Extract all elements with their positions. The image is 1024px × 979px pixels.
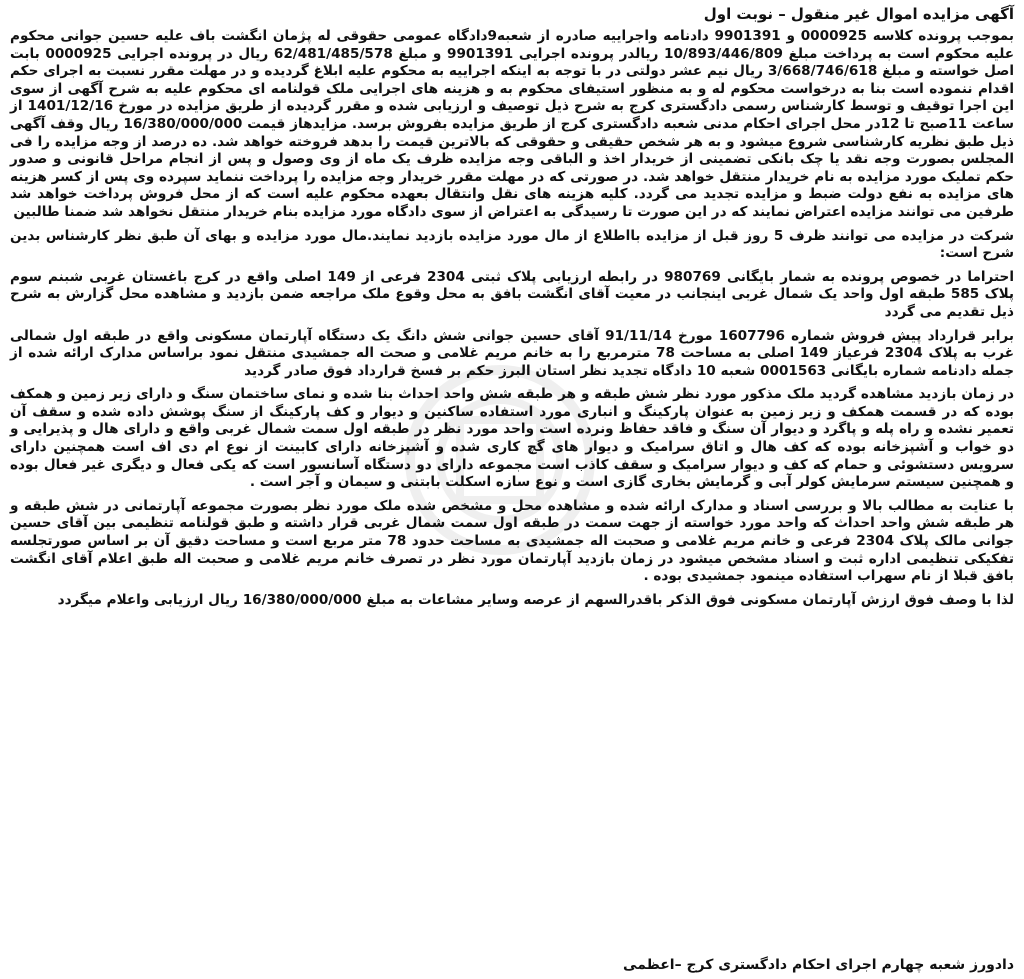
paragraph-expert-findings: با عنایت به مطالب بالا و بررسی اسناد و مدارک ارائه شده و مشاهده محل و مشخص شده ملک مورد نظر بصورت مجموعه آپارتمانی در شش طبقه و هر طبقه شش واحد احداث که واحد مورد خواسته از جهت سمت در طبقه اول سمت شمال غربی قرار داشته و طبق قولنامه تنظیمی بین آقای حسین جوانی مالک پلاک 2304 فرعی و خانم مریم غلامی و صحبت اله جمشیدی به مساحت حدود 78 متر مربع است و مساحت دقیق آن بر اساس صورتجلسه تفکیکی تنظیمی اداره ثبت و اسناد مشخص میشود در زمان بازدید آپارتمان مورد نظر در تصرف خانم مریم غلامی و صحبت اله طبق اعلام آقای انگشت بافق قبلا از نام سهراب استفاده مینمود جمشیدی بوده .	[10, 497, 1014, 585]
paragraph-sale-contract: برابر قرارداد پیش فروش شماره 1607796 مورخ 91/11/14 آقای حسین جوانی شش دانگ یک دستگاه آپارتمان مسکونی واقع در طبقه اول شمالی غرب به پلاک 2304 فرعیاز 149 اصلی به مساحت 78 مترمربع را به خانم مریم غلامی و صحت اله جمشیدی منتقل نمود براساس مدارک ارائه شده از جمله دادنامه شماره بایگانی 0001563 شعبه 10 دادگاه تجدید نظر استان البرز حکم بر فسخ قرارداد فوق صادر گردید	[10, 327, 1015, 379]
paragraph-case-details: بموجب پرونده کلاسه 0000925 و 9901391 دادنامه واجراییه صادره از شعبه9دادگاه عمومی حقوقی له پژمان انگشت باف علیه حسین جوانی محکوم علیه محکوم است به پرداخت مبلغ 10/893/446/809 ریالدر پرونده اجرایی 9901391 و مبلغ 62/481/485/578 ریال در پرونده اجرایی 0000925 بابت اصل خواسته و مبلغ 3/668/746/618 ریال نیم عشر دولتی در با توجه به اینکه اجراییه به محکوم علیه ابلاغ گردیده و در مهلت مقرر نسبت به اجرای حکم اقدام ننموده است بنا به درخواست محکوم له و به منظور استیفای محکوم به و هزینه های اجرایی ملک قولنامه ای محکوم علیه به شرح آگهی از سوی این اجرا توقیف و توسط کارشناس رسمی دادگستری کرج به شرح ذیل توصیف و ارزیابی شده و مقرر گردیده از طریق مزایده در مورخ 1401/12/16 از ساعت 11صبح تا 12در محل اجرای احکام مدنی شعبه دادگستری کرج از طریق مزایده بفروش برسد. مزایدهاز قیمت 16/380/000/000 ریال وقف آگهی ذیل طبق نظریه کارشناسی شروع میشود و به هر شخص حقیقی و حقوقی که بالاترین قیمت را بدهد فروخته خواهد شد. ده درصد از وجه مزایده را فی المجلس بصورت وجه نقد یا چک بانکی تضمینی از خریدار اخذ و الباقی وجه مزایده ظرف یک ماه از وی وصول و پس از انجام مراحل قانونی و صدور حکم تملیک مورد مزایده به نام خریدار منتقل خواهد شد. در صورتی که در مهلت مقرر خریدار وجه مزایده را پرداخت ننماید سپرده وی پس از کسر هزینه های مزایده به نفع دولت ضبط و مزایده تجدید می گردد. کلیه هزینه های نقل وانتقال بعهده محکوم علیه است که از محل فروش پرداخت خواهد شد طرفین می توانند مزایده اعتراض نمایند که در این صورت تا رسیدگی به اعتراض از سوی دادگاه مورد مزایده بنام خریدار منتقل نخواهد شد ضمنا طالبین	[10, 28, 1015, 220]
paragraph-expert-intro: احتراما در خصوص پرونده به شمار بایگانی 980769 در رابطه ارزیابی پلاک ثبتی 2304 فرعی از 149 اصلی واقع در کرج باغستان غربی شبنم سوم پلاک 585 طبقه اول واحد یک شمال غربی اینجانب در معیت آقای انگشت بافق به محل وقوع ملک مراجعه ضمن بازدید و مشاهده محل گزارش به شرح ذیل تقدیم می گردد	[10, 268, 1015, 320]
paragraph-inspection-notice: شرکت در مزایده می توانند ظرف 5 روز قبل از مزایده بااطلاع از مال مورد مزایده بازدید نمایند.مال مورد مزایده و بهای آن طبق نظر کارشناس بدین شرح است:	[10, 227, 1015, 262]
notice-title: آگهی مزایده اموال غیر منقول – نوبت اول	[703, 5, 1014, 23]
paragraph-valuation: لذا با وصف فوق ارزش آپارتمان مسکونی فوق الذکر باقدرالسهم از عرصه وسایر مشاعات به مبلغ 16/380/000/000 ریال ارزیابی واعلام میگردد	[57, 591, 1014, 608]
signature-line: دادورز شعبه چهارم اجرای احکام دادگستری کرج –اعظمی	[623, 957, 1014, 973]
paragraph-building-description: در زمان بازدید مشاهده گردید ملک مذکور مورد نظر شش طبقه و هر طبقه شش واحد احداث بنا شده و نمای ساختمان سنگ و دارای زیر زمین و همکف بوده که در قسمت همکف و زیر زمین به عنوان پارکینگ و انباری مورد استفاده ساکنین و دیوار و کف پارکینگ از سنگ پوشش داده شده و سقف آن تعمیر نشده و راه پله و پاگرد و دیوار آن سنگ و فاقد حفاظ ونرده است واحد مورد نظر در طبقه اول سمت شمال غربی واقع و دارای هال و پذیرایی و دو خواب و آشپزخانه بوده که کف هال و اتاق سرامیک و دیوار های گچ کاری شده و آشپزخانه دارای کابینت از نوع ام دی اف است همچنین دارای سرویس دستشوئی و حمام که کف و دیوار سرامیک و سقف کاذب است مجموعه دارای دو دستگاه آسانسور است که یکی فعال و دیگری غیر فعال بوده و همچنین سیستم سرمایش کولر آبی و گرمایش بخاری گازی است و نوع سازه اسکلت بابتنی و سیمان و آجر است .	[10, 386, 1014, 491]
